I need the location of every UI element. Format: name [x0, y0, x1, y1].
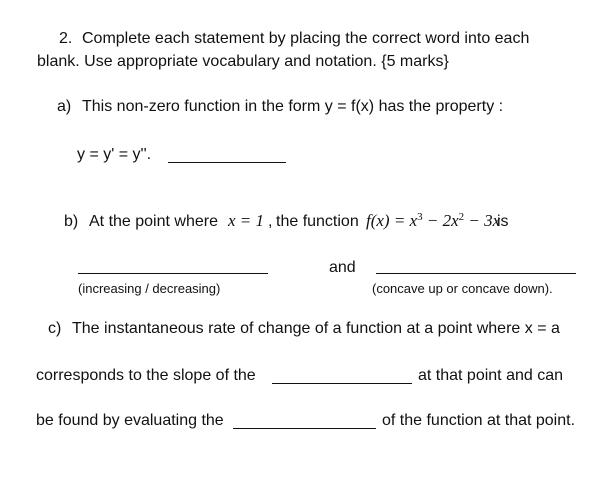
- part-b-blank-increasing[interactable]: [78, 273, 268, 274]
- part-c-blank-slope[interactable]: [272, 383, 412, 384]
- part-a-answer-blank[interactable]: [168, 162, 286, 163]
- part-b-hint-right: (concave up or concave down).: [372, 281, 553, 296]
- part-b-function: [366, 211, 500, 231]
- exponent-2: 2: [458, 211, 465, 223]
- part-c-line-2-start: corresponds to the slope of the: [36, 367, 256, 384]
- part-a-equation: y = y' = y''.: [77, 146, 152, 163]
- part-a-label: a): [57, 98, 72, 115]
- part-c-line-1: The instantaneous rate of change of a function at a point where x = a: [72, 320, 560, 337]
- part-c-line-2-end: at that point and can: [418, 367, 563, 384]
- question-number: 2.: [59, 30, 73, 47]
- part-c-blank-derivative[interactable]: [233, 428, 376, 429]
- part-b-hint-left: (increasing / decreasing): [78, 281, 221, 296]
- part-b-connector: and: [329, 259, 356, 276]
- instructions-line-1: Complete each statement by placing the correct word into each: [82, 30, 530, 47]
- part-c-line-3-end: of the function at that point.: [382, 412, 576, 429]
- function-term-2: − 2x: [422, 211, 459, 230]
- part-b-prefix: At the point where: [89, 213, 218, 230]
- instructions-line-2: blank. Use appropriate vocabulary and notation. {5 marks}: [37, 53, 449, 70]
- part-b-comma: ,: [268, 213, 273, 230]
- function-term-3: − 3x: [464, 211, 501, 230]
- part-b-middle-text: the function: [276, 213, 359, 230]
- part-a-statement: This non-zero function in the form y = f(x) has the property :: [82, 98, 504, 115]
- part-c-line-3-start: be found by evaluating the: [36, 412, 224, 429]
- part-b-label: b): [64, 213, 79, 230]
- part-b-condition: x = 1: [228, 211, 265, 230]
- part-b-suffix: is: [497, 213, 509, 230]
- function-base: f(x) = x: [366, 211, 418, 230]
- exponent-3: 3: [417, 211, 423, 223]
- part-c-label: c): [48, 320, 62, 337]
- part-b-blank-concavity[interactable]: [376, 273, 576, 274]
